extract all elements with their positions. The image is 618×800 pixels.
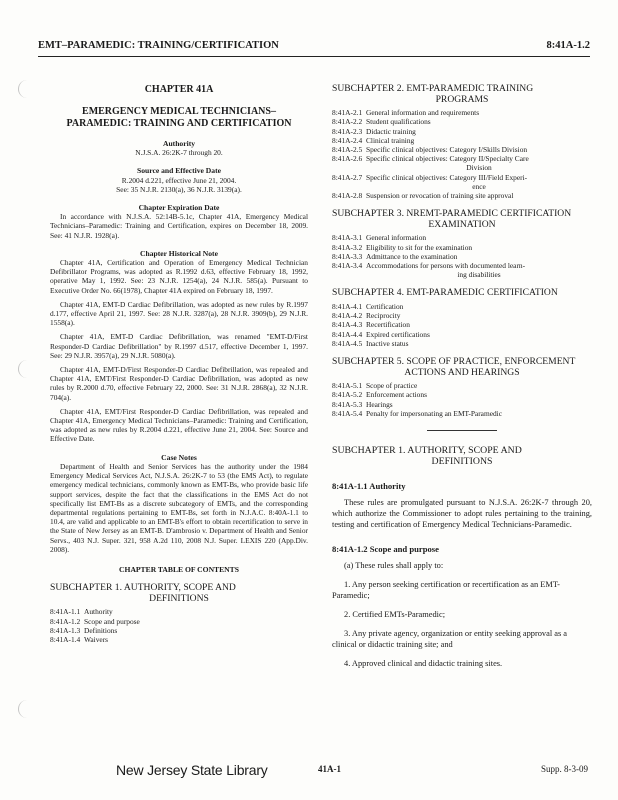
section-text: (a) These rules shall apply to: xyxy=(344,561,444,571)
authority-heading: Authority xyxy=(162,139,196,148)
toc-entry-number: 8:41A-4.1 xyxy=(332,302,363,312)
toc-subchapter-title: SUBCHAPTER 5. SCOPE OF PRACTICE, ENFORCEMENT xyxy=(332,356,576,368)
toc-entry-title xyxy=(366,381,592,390)
binder-hole-mark xyxy=(18,360,36,378)
toc-entry-title-cont: ence xyxy=(472,181,486,191)
toc-entry-title xyxy=(366,127,592,136)
toc-entry-title xyxy=(366,108,592,117)
toc-entry-title-text: Student qualifications xyxy=(366,117,431,127)
header-rule xyxy=(38,56,590,57)
toc-entry[interactable] xyxy=(332,330,592,339)
toc-entry[interactable] xyxy=(332,127,592,136)
case-notes-heading: Case Notes xyxy=(161,452,197,462)
expiration-text: In accordance with N.J.S.A. 52:14B-5.1c, Chapter 41A, Emergency Medical Technicians–Paramedic: Training and Certification, expires on December 18, 2009. See: 41 N.J.R. 1928(a). xyxy=(50,212,308,240)
toc-entry[interactable] xyxy=(332,339,592,348)
toc-entry-title-text: Eligibility to sit for the examination xyxy=(366,242,473,252)
section-divider xyxy=(427,430,497,431)
toc-subchapter-title-cont: PROGRAMS xyxy=(435,93,489,105)
toc-entry-title-text: Recertification xyxy=(366,320,410,330)
toc-entry-title xyxy=(366,145,592,154)
toc-entry[interactable] xyxy=(332,400,592,409)
history-heading: Chapter Historical Note xyxy=(140,248,218,258)
toc-entry-title-text: Didactic training xyxy=(366,126,416,136)
toc-entry-number: 8:41A-1.3 xyxy=(50,625,81,635)
toc-entry-title xyxy=(366,311,592,320)
binder-hole-mark xyxy=(18,700,36,718)
supplement-date: Supp. 8-3-09 xyxy=(541,764,588,774)
source-line: R.2004 d.221, effective June 21, 2004. xyxy=(121,175,237,185)
section-heading: 8:41A-1.2 Scope and purpose xyxy=(332,544,439,555)
toc-entry[interactable] xyxy=(332,136,592,145)
authority-text: N.J.S.A. 26:2K-7 through 20. xyxy=(135,148,223,158)
toc-entry-title-text: Reciprocity xyxy=(366,311,401,321)
toc-entry-title xyxy=(366,117,592,126)
header-title: EMT–PARAMEDIC: TRAINING/CERTIFICATION xyxy=(38,40,279,51)
toc-entry-number: 8:41A-3.2 xyxy=(332,242,363,252)
toc-entry[interactable] xyxy=(332,191,592,200)
toc-entry[interactable] xyxy=(50,617,308,626)
history-paragraph: Chapter 41A, EMT-D Cardiac Defibrillation, was renamed "EMT-D/First Responder-D Cardiac Defibrillation" by R.1997 d.517, effective December 1, 1997. See: 29 N.J.R. 3957(a), 29 N.J.R. 5080(a). xyxy=(50,332,308,360)
section-heading: 8:41A-1.1 Authority xyxy=(332,481,406,492)
toc-entry[interactable] xyxy=(332,173,592,191)
toc-entry[interactable] xyxy=(332,261,592,279)
source-heading: Source and Effective Date xyxy=(136,166,221,176)
toc-entry-title-text: General information xyxy=(366,233,427,243)
toc-entry-number: 8:41A-5.3 xyxy=(332,399,363,409)
toc-entry-title-text: Enforcement actions xyxy=(366,390,427,400)
history-paragraph: Chapter 41A, Certification and Operation of Emergency Medical Technician Defibrillator Programs, was adopted as R.1992 d.63, effective February 18, 1992, operative May 1, 1992. See: 23 N.J.R. 1254(a), 24 N.J.R. 585(a). Pursuant to Executive Order No. 66(1978), Chapter 41A expired on February 18, 1997. xyxy=(50,258,308,295)
left-column xyxy=(50,84,308,644)
toc-entry-title xyxy=(366,320,592,329)
toc-subchapter-title: SUBCHAPTER 2. EMT-PARAMEDIC TRAINING xyxy=(332,83,534,94)
running-header xyxy=(38,40,590,54)
toc-subchapter-heading xyxy=(332,288,592,299)
right-column xyxy=(332,84,592,669)
toc-entry-title xyxy=(366,390,592,399)
library-stamp: New Jersey State Library xyxy=(116,762,268,778)
toc-entry[interactable] xyxy=(332,108,592,117)
toc-entry[interactable] xyxy=(332,243,592,252)
expiration-heading: Chapter Expiration Date xyxy=(138,203,220,213)
toc-entry[interactable] xyxy=(332,409,592,418)
toc-entry-title-text: Accommodations for persons with documented learn- xyxy=(366,261,526,271)
list-item: 2. Certified EMTs-Paramedic; xyxy=(344,610,446,620)
page-number: 41A-1 xyxy=(318,764,341,774)
history-paragraph: Chapter 41A, EMT-D/First Responder-D Cardiac Defibrillation, was repealed and Chapter 41A, EMT/First Responder-D Cardiac Defibrillation, was adopted as new rules by R.2000 d.70, effective February 22, 2000. See: 31 N.J.R. 2868(a), 32 N.J.R. 704(a). xyxy=(50,365,308,402)
toc-entry[interactable] xyxy=(332,117,592,126)
toc-entry[interactable] xyxy=(332,320,592,329)
toc-entry-title-text: Clinical training xyxy=(366,135,415,145)
toc-entry-title-text: Specific clinical objectives: Category III/Field Experi- xyxy=(366,172,528,182)
toc-entry-number: 8:41A-2.8 xyxy=(332,191,363,201)
chapter-title: EMERGENCY MEDICAL TECHNICIANS– PARAMEDIC: TRAINING AND CERTIFICATION xyxy=(66,106,292,129)
case-notes-text: Department of Health and Senior Services has the authority under the 1984 Emergency Medical Services Act, N.J.S.A. 26:2K-7 to 53 (the EMS Act), to regulate emergency medical technicians, commonly known as EMT-Bs, who provide basic life support services, despite the fact that the classifications in the EMS Act do not specifically list EMT-Bs as a discrete subcategory of EMTs, and the corresponding departmental regulations pertaining to EMT-Bs, set forth in N.J.A.C. 8:40A-1.1 to 10.4, are valid and applicable to an EMT-B's effort to obtain recertification to serve in the State of New Jersey as an EMT-B. D'ambrosio v. Department of Health and Senior Servs., 403 N.J. Super. 321, 958 A.2d 110, 2008 N.J. Super. LEXIS 220 (App.Div. 2008). xyxy=(50,461,308,554)
toc-list xyxy=(332,302,592,348)
toc-entry[interactable] xyxy=(332,145,592,154)
toc-subchapter-title-cont: DEFINITIONS xyxy=(149,592,209,604)
toc-subchapter-heading xyxy=(50,583,308,604)
toc-list xyxy=(332,381,592,418)
toc-entry-number: 8:41A-5.4 xyxy=(332,408,363,418)
toc-entry[interactable] xyxy=(50,635,308,644)
toc-entry[interactable] xyxy=(332,390,592,399)
toc-entry-number: 8:41A-4.5 xyxy=(332,338,363,348)
toc-entry-title xyxy=(366,400,592,409)
toc-entry-number: 8:41A-3.1 xyxy=(332,233,363,243)
toc-entry-title-text: Penalty for impersonating an EMT-Paramedic xyxy=(366,408,503,418)
toc-entry-number: 8:41A-4.2 xyxy=(332,311,363,321)
toc-entry-title-text: Specific clinical objectives: Category II/Specialty Care xyxy=(366,154,529,164)
toc-entry-title xyxy=(366,173,592,191)
toc-entry-title xyxy=(366,261,592,279)
source-line: See: 35 N.J.R. 2130(a), 36 N.J.R. 3139(a). xyxy=(116,184,242,194)
toc-entry-title xyxy=(366,330,592,339)
toc-entry-number: 8:41A-1.2 xyxy=(50,616,81,626)
section-text: These rules are promulgated pursuant to N.J.S.A. 26:2K-7 through 20, which authorize the Commissioner to adopt rules pertaining to the training, testing and certification of Emergency Medical Technicians-Paramedic. xyxy=(332,498,592,530)
toc-entry-title-text: Certification xyxy=(366,302,404,312)
toc-entry-title xyxy=(366,136,592,145)
toc-heading: CHAPTER TABLE OF CONTENTS xyxy=(119,564,239,574)
toc-entry-title: Waivers xyxy=(84,634,109,644)
toc-list xyxy=(332,233,592,279)
chapter-number: CHAPTER 41A xyxy=(144,84,214,95)
toc-entry-title xyxy=(366,252,592,261)
toc-subchapter-heading xyxy=(332,209,592,230)
toc-entry-number: 8:41A-3.4 xyxy=(332,261,363,271)
toc-entry[interactable] xyxy=(50,607,308,616)
toc-subchapter-title: SUBCHAPTER 4. EMT-PARAMEDIC CERTIFICATION xyxy=(332,287,558,299)
subchapter-title-cont: DEFINITIONS xyxy=(431,456,493,468)
toc-entry-title-text: Scope of practice xyxy=(366,381,418,391)
toc-entry-title xyxy=(366,302,592,311)
subchapter-title: SUBCHAPTER 1. AUTHORITY, SCOPE AND xyxy=(332,445,522,457)
toc-subchapter-heading xyxy=(332,357,592,378)
toc-entry-number: 8:41A-2.2 xyxy=(332,117,363,127)
toc-entry-title xyxy=(366,154,592,172)
toc-entry-number: 8:41A-1.4 xyxy=(50,634,81,644)
toc-entry-title-cont: ing disabilities xyxy=(457,270,501,280)
toc-entry[interactable] xyxy=(332,233,592,242)
toc-entry[interactable] xyxy=(332,154,592,172)
list-item: 3. Any private agency, organization or entity seeking approval as a clinical or didactic training site; and xyxy=(332,629,568,650)
history-paragraph: Chapter 41A, EMT-D Cardiac Defibrillation, was adopted as new rules by R.1997 d.177, effective April 21, 1997. See: 28 N.J.R. 3287(a), 28 N.J.R. 3909(b), 29 N.J.R. 1558(a). xyxy=(50,299,308,328)
toc-entry[interactable] xyxy=(332,381,592,390)
toc-entry-number: 8:41A-4.3 xyxy=(332,320,363,330)
toc-entry-title: Scope and purpose xyxy=(84,616,140,626)
toc-entry-number: 8:41A-1.1 xyxy=(50,607,81,617)
binder-hole-mark xyxy=(18,80,36,98)
toc-subchapter-title-cont: ACTIONS AND HEARINGS xyxy=(404,366,520,378)
toc-entry[interactable] xyxy=(50,626,308,635)
toc-entry-title xyxy=(366,233,592,242)
toc-entry-title xyxy=(366,191,592,200)
toc-entry-title-text: Expired certifications xyxy=(366,329,430,339)
toc-entry-number: 8:41A-4.4 xyxy=(332,329,363,339)
toc-subchapter-title-cont: EXAMINATION xyxy=(428,218,496,230)
toc-entry-number: 8:41A-3.3 xyxy=(332,251,363,261)
toc-entry-title: Definitions xyxy=(84,625,118,635)
toc-entry-number: 8:41A-5.1 xyxy=(332,381,363,391)
toc-entry-number: 8:41A-2.4 xyxy=(332,135,363,145)
toc-entry-number: 8:41A-2.6 xyxy=(332,154,363,164)
toc-entry-number: 8:41A-2.7 xyxy=(332,172,363,182)
toc-entry-title-text: General information and requirements xyxy=(366,108,480,118)
header-section-number: 8:41A-1.2 xyxy=(546,40,590,51)
toc-entry-title xyxy=(366,243,592,252)
list-item: 1. Any person seeking certification or recertification as an EMT-Paramedic; xyxy=(332,580,560,601)
toc-entry[interactable] xyxy=(332,302,592,311)
toc-subchapter-heading xyxy=(332,84,592,105)
toc-entry-number: 8:41A-2.3 xyxy=(332,126,363,136)
toc-entry-number: 8:41A-2.5 xyxy=(332,145,363,154)
toc-entry-title-text: Hearings xyxy=(366,399,393,409)
toc-entry-title: Authority xyxy=(84,607,113,617)
subchapter-heading xyxy=(332,445,592,467)
toc-entry[interactable] xyxy=(332,311,592,320)
toc-entry-number: 8:41A-5.2 xyxy=(332,390,363,400)
toc-entry-title xyxy=(366,409,592,418)
toc-entry-title-text: Specific clinical objectives: Category I/Skills Division xyxy=(366,145,528,154)
toc-subchapter-title: SUBCHAPTER 1. AUTHORITY, SCOPE AND xyxy=(50,582,236,594)
toc-list xyxy=(332,108,592,200)
history-paragraph: Chapter 41A, EMT/First Responder-D Cardiac Defibrillation, was repealed and Chapter 41A, Emergency Medical Technicians–Paramedic: Training and Certification, was adopted as new rules by R.2004 d.221, effective June 21, 2004. See: Source and Effective Date. xyxy=(50,406,308,444)
toc-entry-number: 8:41A-2.1 xyxy=(332,108,363,118)
page-footer xyxy=(0,764,618,780)
toc-entry-title-text: Inactive status xyxy=(366,338,409,348)
list-item: 4. Approved clinical and didactic training sites. xyxy=(344,659,503,669)
toc-subchapter-title: SUBCHAPTER 3. NREMT-PARAMEDIC CERTIFICATION xyxy=(332,208,572,220)
toc-entry-title-cont: Division xyxy=(466,163,492,173)
toc-entry-title-text: Admittance to the examination xyxy=(366,251,458,261)
toc-entry[interactable] xyxy=(332,252,592,261)
toc-entry-title-text: Suspension or revocation of training site approval xyxy=(366,191,514,201)
toc-entry-title xyxy=(366,339,592,348)
